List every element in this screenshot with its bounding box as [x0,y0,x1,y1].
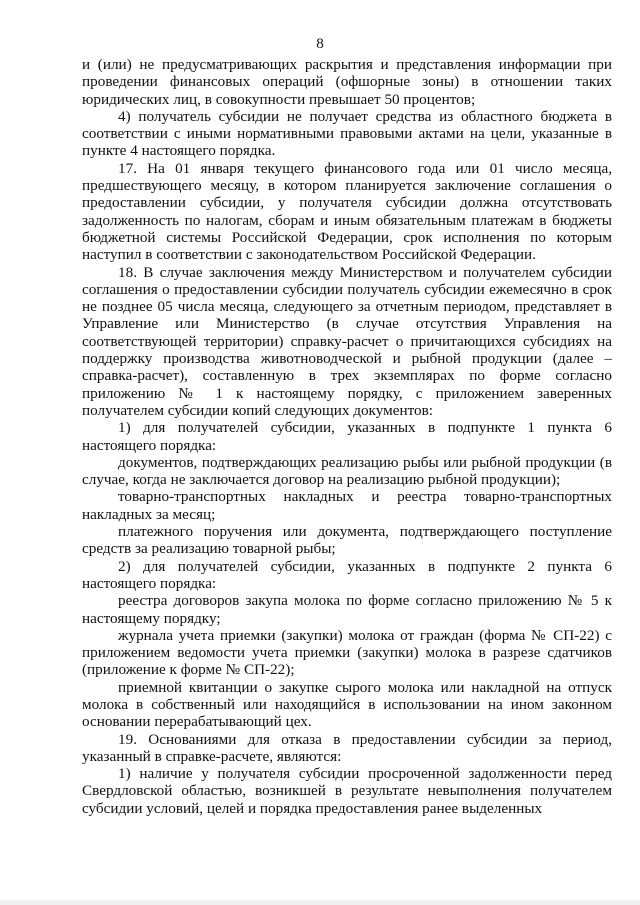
paragraph: 4) получатель субсидии не получает средства из областного бюджета в соответствии с иными нормативными правовыми актами на цели, указанные в пункте 4 настоящего порядка. [82,107,612,160]
paragraph: платежного поручения или документа, подтверждающего поступление средств за реализацию товарной рыбы; [82,523,612,558]
page-number: 8 [316,36,324,52]
document-body [82,56,612,817]
paragraph: реестра договоров закупа молока по форме согласно приложению № 5 к настоящему порядку; [82,592,612,627]
paragraph: 1) для получателей субсидии, указанных в подпункте 1 пункта 6 настоящего порядка: [82,419,612,454]
paragraph: 1) наличие у получателя субсидии просроченной задолженности перед Свердловской областью, возникшей в результате невыполнения получателем субсидии условий, целей и порядка предоставления ранее выделенных [82,765,612,817]
paragraph: 18. В случае заключения между Министерством и получателем субсидии соглашения о предоставлении субсидии получатель субсидии ежемесячно в срок не позднее 05 числа месяца, следующего за отчетным периодом, представляет в Управление или Министерство (в случае отсутствия Управления на соответствующей территории) справку-расчет о причитающихся субсидиях на поддержку производства животноводческой и рыбной продукции (далее – справка-расчет), составленную в трех экземплярах по форме согласно приложению № 1 к настоящему порядку, с приложением заверенных получателем субсидии копий следующих документов: [82,263,612,419]
scan-edge [0,900,640,905]
paragraph: документов, подтверждающих реализацию рыбы или рыбной продукции (в случае, когда не заключается договор на реализацию рыбной продукции); [82,453,612,489]
paragraph: приемной квитанции о закупке сырого молока или накладной на отпуск молока в собственный или находящийся в использовании на ином законном основании перерабатывающий цех. [82,678,612,731]
paragraph: 19. Основаниями для отказа в предоставлении субсидии за период, указанный в справке-расчете, являются: [82,730,612,765]
paragraph: товарно-транспортных накладных и реестра товарно-транспортных накладных за месяц; [82,488,612,523]
paragraph: и (или) не предусматривающих раскрытия и представления информации при проведении финансовых операций (офшорные зоны) в отношении таких юридических лиц, в совокупности превышает 50 процентов; [82,56,612,108]
paragraph: 17. На 01 января текущего финансового года или 01 число месяца, предшествующего месяцу, в котором планируется заключение соглашения о предоставлении субсидии, у получателя субсидии должна отсутствовать задолженность по налогам, сборам и иным обязательным платежам в бюджеты бюджетной системы Российской Федерации, срок исполнения по которым наступил в соответствии с законодательством Российской Федерации. [82,159,612,264]
paragraph: журнала учета приемки (закупки) молока от граждан (форма № СП-22) с приложением ведомости учета приемки (закупки) молока в разрезе сдатчиков (приложение к форме № СП-22); [82,626,612,679]
paragraph: 2) для получателей субсидии, указанных в подпункте 2 пункта 6 настоящего порядка: [82,557,612,592]
